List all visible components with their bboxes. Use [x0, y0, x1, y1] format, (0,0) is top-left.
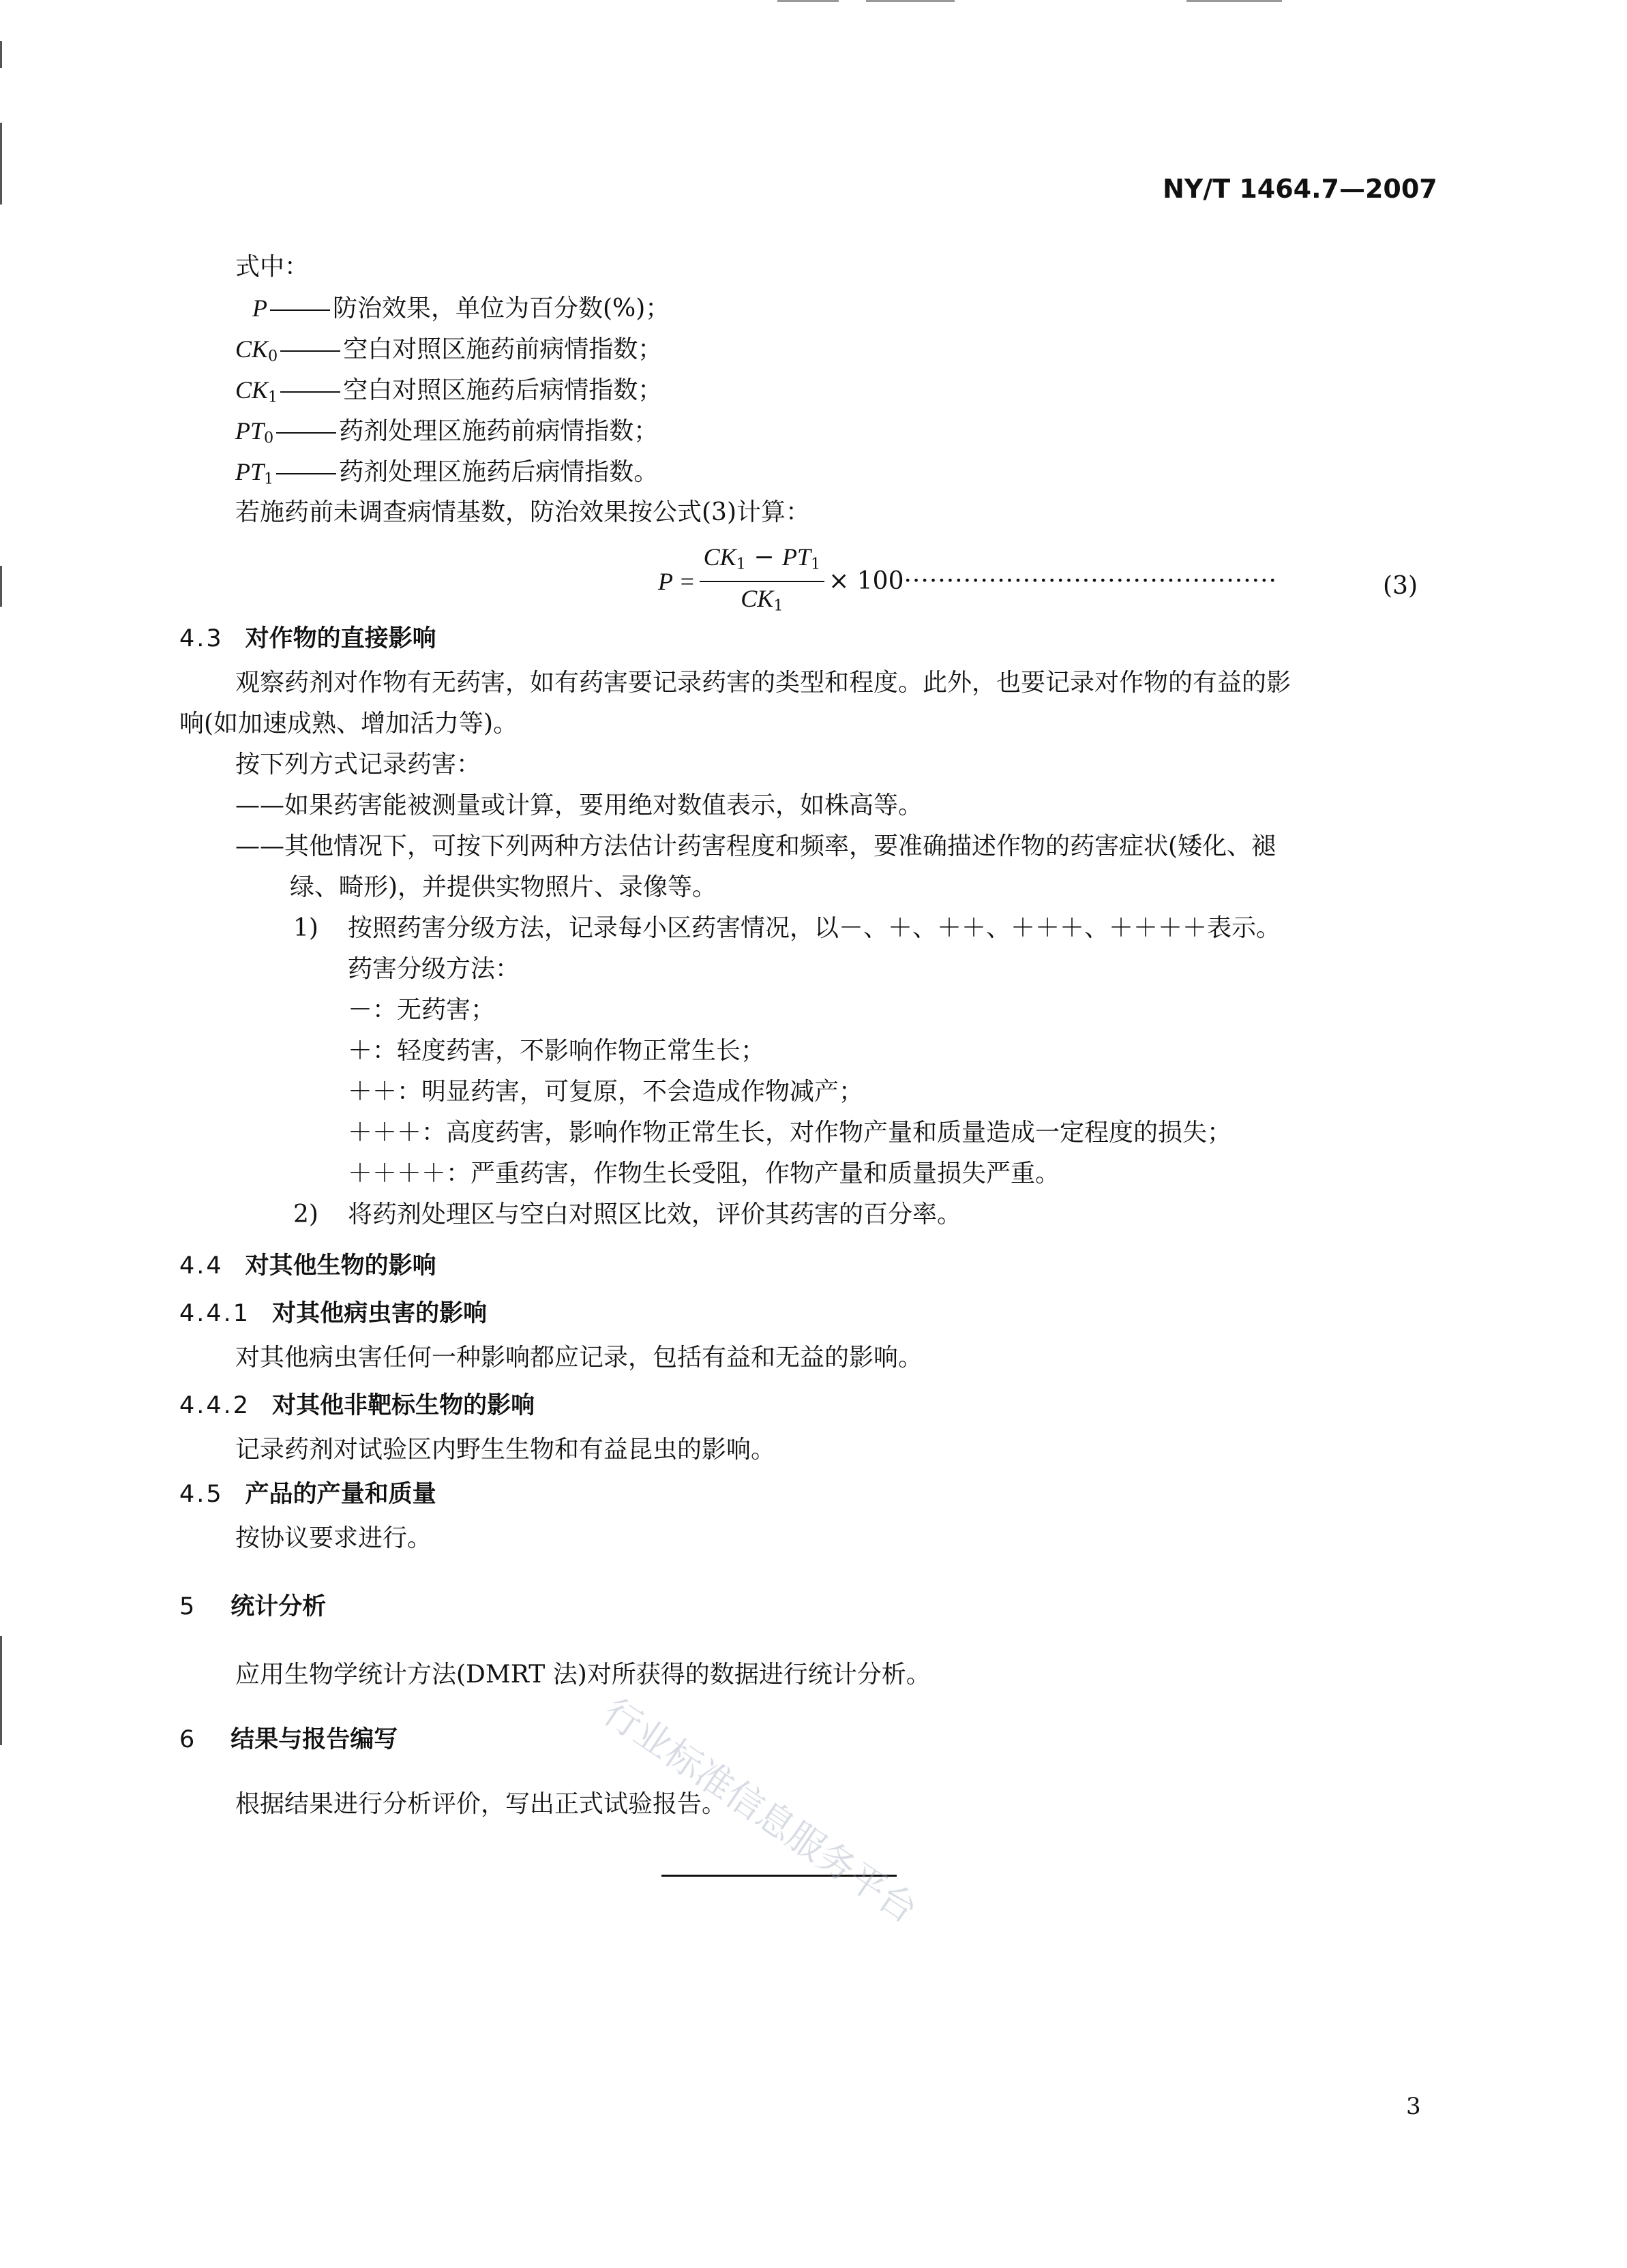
section-number: 4.4 — [179, 1252, 224, 1280]
section-number: 4.3 — [179, 625, 224, 652]
var-subscript: 0 — [268, 347, 278, 365]
var-desc: 药剂处理区施药前病情指数； — [339, 417, 659, 445]
minus-sign: − — [745, 543, 782, 571]
page-number: 3 — [1406, 2093, 1421, 2120]
scan-top-mark — [777, 0, 839, 2]
section-number: 4.4.2 — [179, 1392, 251, 1419]
section-heading — [179, 1251, 436, 1281]
var-row — [235, 334, 662, 372]
section-heading — [179, 1391, 535, 1421]
em-dash — [276, 432, 336, 434]
section-title: 对作物的直接影响 — [245, 625, 436, 652]
dash-item: ——如果药害能被测量或计算，要用绝对数值表示，如株高等。 — [235, 791, 923, 819]
em-dash — [270, 309, 330, 311]
em-dash — [280, 350, 340, 352]
den-term: CK — [741, 584, 774, 612]
var-symbol: P — [252, 294, 267, 322]
formula-fraction — [700, 542, 825, 620]
paragraph: 记录药剂对试验区内野生生物和有益昆虫的影响。 — [235, 1436, 776, 1464]
em-dash — [276, 473, 336, 474]
scan-edge-mark — [0, 566, 2, 607]
formula-3 — [658, 542, 1277, 620]
em-dash — [280, 391, 340, 393]
var-symbol: CK — [235, 376, 269, 404]
var-symbol: PT — [235, 458, 265, 485]
section-title: 产品的产量和质量 — [245, 1481, 436, 1508]
grade-item: ＋＋：明显药害，可复原，不会造成作物减产； — [348, 1078, 864, 1106]
grade-title: 药害分级方法： — [348, 955, 520, 983]
section-title: 统计分析 — [230, 1593, 327, 1620]
paragraph: 按下列方式记录药害： — [235, 751, 481, 778]
num-term-a: CK — [703, 543, 736, 571]
section-number: 4.4.1 — [179, 1300, 251, 1327]
scan-top-mark — [1186, 0, 1282, 2]
grade-item: ＋：轻度药害，不影响作物正常生长； — [348, 1037, 766, 1065]
var-desc: 空白对照区施药后病情指数； — [343, 376, 663, 404]
list-marker: 2) — [293, 1200, 318, 1228]
list-text: 按照药害分级方法，记录每小区药害情况，以－、＋、＋＋、＋＋＋、＋＋＋＋表示。 — [348, 914, 1281, 942]
list-text: 将药剂处理区与空白对照区比效，评价其药害的百分率。 — [348, 1200, 962, 1228]
watermark: 行业标准信息服务平台 — [595, 1690, 925, 1932]
dash-item-line: ——其他情况下，可按下列两种方法估计药害程度和频率，要准确描述作物的药害症状(矮化、褪 — [235, 832, 1277, 860]
num-term-a-sub: 1 — [736, 555, 746, 573]
paragraph: 应用生物学统计方法(DMRT 法)对所获得的数据进行统计分析。 — [235, 1661, 931, 1689]
formula-lhs: P = — [658, 567, 696, 595]
list-marker: 1) — [293, 914, 318, 942]
var-row — [252, 293, 670, 324]
section-heading — [179, 624, 436, 654]
where-intro: 式中： — [235, 253, 310, 281]
section-number: 5 — [179, 1593, 197, 1620]
num-term-b: PT — [781, 543, 811, 571]
var-row — [235, 416, 658, 453]
formula-number: (3) — [1383, 572, 1418, 600]
var-desc: 防治效果，单位为百分数(%)； — [333, 294, 670, 322]
formula-denominator — [736, 582, 787, 621]
standard-code: NY/T 1464.7—2007 — [1163, 174, 1437, 204]
formula-times: × 100 — [829, 566, 904, 595]
section-heading — [179, 1479, 436, 1509]
var-desc: 药剂处理区施药后病情指数。 — [339, 458, 659, 486]
grade-item: ＋＋＋：高度药害，影响作物正常生长，对作物产量和质量造成一定程度的损失； — [348, 1119, 1232, 1147]
paragraph: 按协议要求进行。 — [235, 1524, 432, 1552]
var-symbol: PT — [235, 417, 265, 444]
den-term-sub: 1 — [773, 596, 783, 615]
var-subscript: 1 — [268, 388, 278, 406]
paragraph-line: 观察药剂对作物有无药害，如有药害要记录药害的类型和程度。此外，也要记录对作物的有益的影 — [235, 669, 1292, 697]
formula-note: 若施药前未调查病情基数，防治效果按公式(3)计算： — [235, 498, 810, 526]
section-number: 4.5 — [179, 1481, 224, 1508]
section-title: 结果与报告编写 — [230, 1726, 398, 1753]
paragraph: 根据结果进行分析评价，写出正式试验报告。 — [235, 1790, 727, 1818]
scan-edge-mark — [0, 1636, 2, 1745]
var-subscript: 0 — [264, 429, 274, 447]
formula-leader-dots: ············································ — [904, 566, 1277, 595]
grade-item: ＋＋＋＋：严重药害，作物生长受阻，作物产量和质量损失严重。 — [348, 1160, 1060, 1188]
section-title: 对其他非靶标生物的影响 — [272, 1392, 535, 1419]
section-title: 对其他病虫害的影响 — [272, 1300, 488, 1327]
paragraph: 对其他病虫害任何一种影响都应记录，包括有益和无益的影响。 — [235, 1344, 923, 1372]
dash-item-line: 绿、畸形)，并提供实物照片、录像等。 — [290, 873, 717, 901]
num-term-b-sub: 1 — [810, 555, 821, 573]
scan-edge-mark — [0, 41, 2, 68]
grade-item: －：无药害； — [348, 996, 496, 1024]
formula-numerator — [700, 542, 825, 582]
scan-top-mark — [866, 0, 955, 2]
paragraph-line: 响(如加速成熟、增加活力等)。 — [179, 710, 518, 738]
var-row — [235, 375, 662, 412]
section-heading — [179, 1299, 487, 1329]
section-number: 6 — [179, 1726, 197, 1753]
section-heading — [179, 1592, 326, 1622]
scan-edge-mark — [0, 123, 2, 205]
var-row — [235, 457, 658, 494]
var-symbol: CK — [235, 335, 269, 363]
var-subscript: 1 — [264, 470, 274, 488]
var-desc: 空白对照区施药前病情指数； — [343, 335, 663, 363]
section-title: 对其他生物的影响 — [245, 1252, 436, 1280]
section-heading — [179, 1725, 398, 1755]
